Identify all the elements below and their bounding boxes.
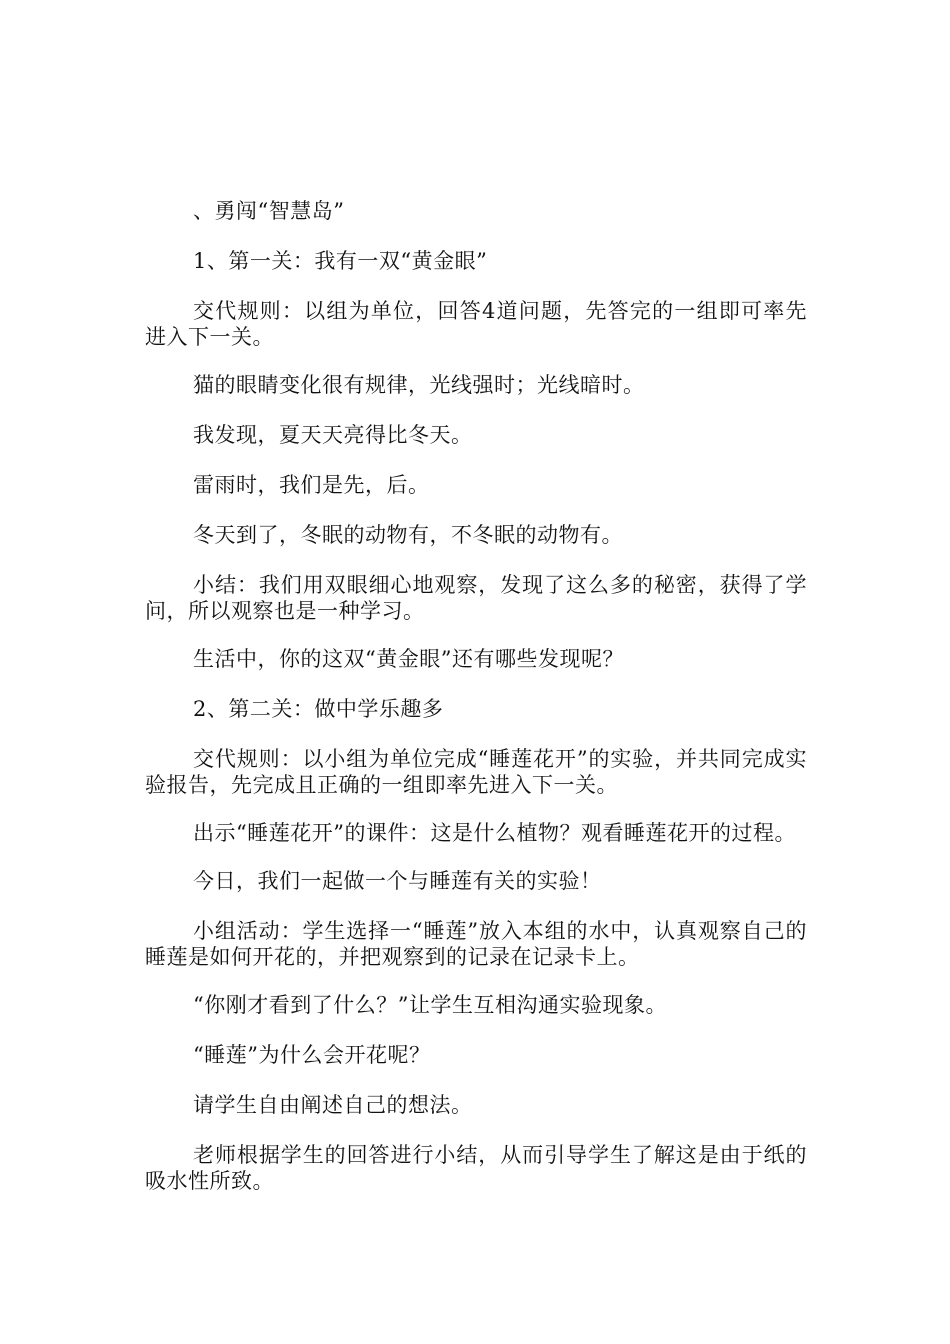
- question-1: 猫的眼睛变化很有规律，光线强时；光线暗时。: [193, 373, 645, 397]
- teacher-summary-paragraph: 老师根据学生的回答进行小结，从而引导学生了解这是由于纸的吸水性所致。: [145, 1143, 807, 1193]
- question-4: 冬天到了，冬眠的动物有，不冬眠的动物有。: [193, 523, 623, 547]
- question-2: 我发现，夏天天亮得比冬天。: [193, 423, 473, 447]
- group-activity-paragraph: 小组活动：学生选择一“睡莲”放入本组的水中，认真观察自己的睡莲是如何开花的，并把观察到的记录在记录卡上。: [145, 919, 807, 969]
- summary-paragraph-1: 小结：我们用双眼细心地观察，发现了这么多的秘密，获得了学问，所以观察也是一种学习。: [145, 573, 807, 623]
- student-ideas-paragraph: 请学生自由阐述自己的想法。: [193, 1093, 473, 1117]
- level-two-heading: 2、第二关：做中学乐趣多: [193, 697, 444, 721]
- question-3: 雷雨时，我们是先，后。: [193, 473, 430, 497]
- section-heading: 、勇闯“智慧岛”: [193, 199, 345, 223]
- experiment-intro: 今日，我们一起做一个与睡莲有关的实验！: [193, 869, 602, 893]
- courseware-paragraph: 出示“睡莲花开”的课件：这是什么植物？观看睡莲花开的过程。: [193, 821, 796, 845]
- discussion-question: 生活中，你的这双“黄金眼”还有哪些发现呢？: [193, 647, 624, 671]
- why-question: “睡莲”为什么会开花呢？: [193, 1043, 431, 1067]
- rules-paragraph-1: 交代规则：以组为单位，回答4道问题，先答完的一组即可率先进入下一关。: [145, 299, 807, 349]
- level-one-heading: 1、第一关：我有一双“黄金眼”: [193, 249, 488, 273]
- document-body: [145, 198, 807, 1194]
- rules-paragraph-2: 交代规则：以小组为单位完成“睡莲花开”的实验，并共同完成实验报告，先完成且正确的一组即率先进入下一关。: [145, 747, 807, 797]
- observation-question: “你刚才看到了什么？”让学生互相沟通实验现象。: [193, 993, 667, 1017]
